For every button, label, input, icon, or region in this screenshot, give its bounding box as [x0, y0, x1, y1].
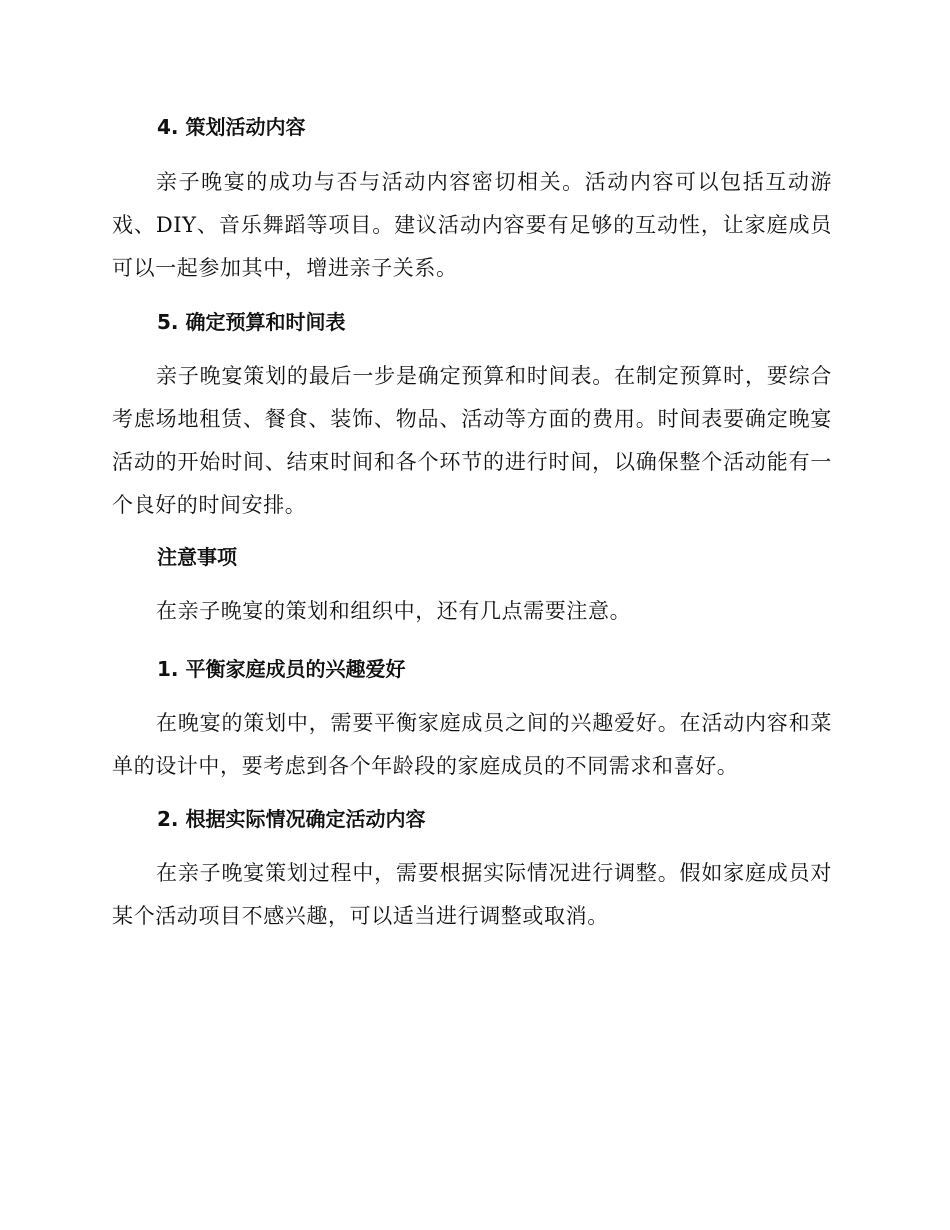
- section-paragraph-budget-schedule: 亲子晚宴策划的最后一步是确定预算和时间表。在制定预算时，要综合考虑场地租赁、餐食、装饰、物品、活动等方面的费用。时间表要确定晚宴活动的开始时间、结束时间和各个环节的进行时间，以确保整个活动能有一个良好的时间安排。: [112, 364, 832, 517]
- section-paragraph-balance-interests: 在晚宴的策划中，需要平衡家庭成员之间的兴趣爱好。在活动内容和菜单的设计中，要考虑到各个年龄段的家庭成员的不同需求和喜好。: [112, 711, 832, 778]
- section-heading-balance-interests: 1. 平衡家庭成员的兴趣爱好: [157, 657, 406, 681]
- section-paragraph-notes: 在亲子晚宴的策划和组织中，还有几点需要注意。: [156, 599, 632, 623]
- section-heading-adjust-activities: 2. 根据实际情况确定活动内容: [157, 807, 426, 831]
- section-heading-plan-activities: 4. 策划活动内容: [157, 115, 306, 139]
- section-paragraph-adjust-activities: 在亲子晚宴策划过程中，需要根据实际情况进行调整。假如家庭成员对某个活动项目不感兴趣，可以适当进行调整或取消。: [112, 861, 832, 928]
- section-heading-notes: 注意事项: [157, 545, 237, 569]
- section-paragraph-plan-activities: 亲子晚宴的成功与否与活动内容密切相关。活动内容可以包括互动游戏、DIY、音乐舞蹈等项目。建议活动内容要有足够的互动性，让家庭成员可以一起参加其中，增进亲子关系。: [112, 170, 832, 280]
- section-heading-budget-schedule: 5. 确定预算和时间表: [157, 310, 346, 334]
